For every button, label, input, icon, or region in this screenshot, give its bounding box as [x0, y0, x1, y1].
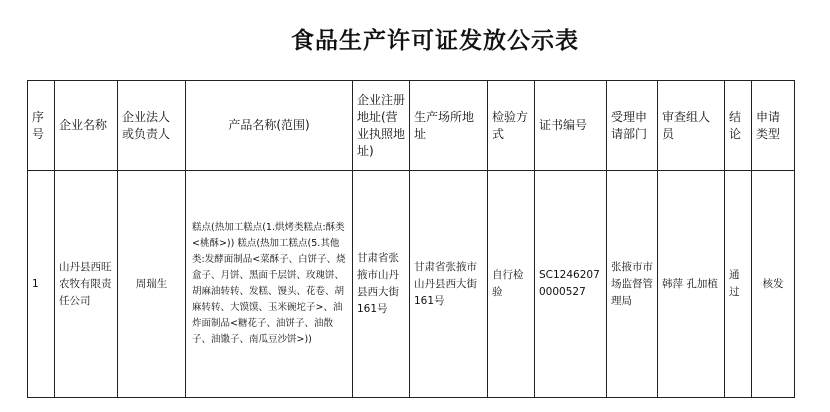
header-site-address: 生产场所地址 [410, 81, 488, 171]
header-dept: 受理申请部门 [607, 81, 658, 171]
header-conclusion: 结论 [725, 81, 752, 171]
header-legal-rep: 企业法人或负责人 [118, 81, 186, 171]
table-row [28, 171, 795, 398]
cell-reviewers: 韩萍 孔加植 [658, 171, 725, 398]
header-reg-address: 企业注册地址(营业执照地址) [353, 81, 410, 171]
header-seq: 序号 [28, 81, 55, 171]
cell-seq: 1 [28, 171, 55, 398]
cell-reg-address: 甘肃省张掖市山丹县西大街161号 [353, 171, 410, 398]
header-app-type: 申请类型 [752, 81, 795, 171]
header-reviewers: 审查组人员 [658, 81, 725, 171]
cell-site-address: 甘肃省张掖市山丹县西大街161号 [410, 171, 488, 398]
cell-dept: 张掖市市场监督管理局 [607, 171, 658, 398]
header-products: 产品名称(范围) [186, 81, 353, 171]
document-title: 食品生产许可证发放公示表 [291, 27, 579, 54]
cell-cert-no: SC12462070000527 [535, 171, 607, 398]
header-inspection: 检验方式 [488, 81, 535, 171]
cell-conclusion: 通过 [725, 171, 752, 398]
cell-products: 糕点(热加工糕点(1.烘烤类糕点:酥类<桃酥>)) 糕点(热加工糕点(5.其他类:发酵面制品<菜酥子、白饼子、烧盒子、月饼、黑面千层饼、玫瑰饼、胡麻油转转、发糕、馒头、花卷、胡麻转转、大馍馍、玉米碗坨子>、油炸面制品<糖花子、油饼子、油散子、油馓子、南瓜豆沙饼>)) [186, 171, 353, 398]
header-company: 企业名称 [55, 81, 118, 171]
cell-app-type: 核发 [752, 171, 795, 398]
header-cert-no: 证书编号 [535, 81, 607, 171]
permit-table [27, 80, 795, 398]
cell-inspection: 自行检验 [488, 171, 535, 398]
cell-company: 山丹县西旺农牧有限责任公司 [55, 171, 118, 398]
header-row [28, 81, 795, 171]
cell-legal-rep: 周瑞生 [118, 171, 186, 398]
